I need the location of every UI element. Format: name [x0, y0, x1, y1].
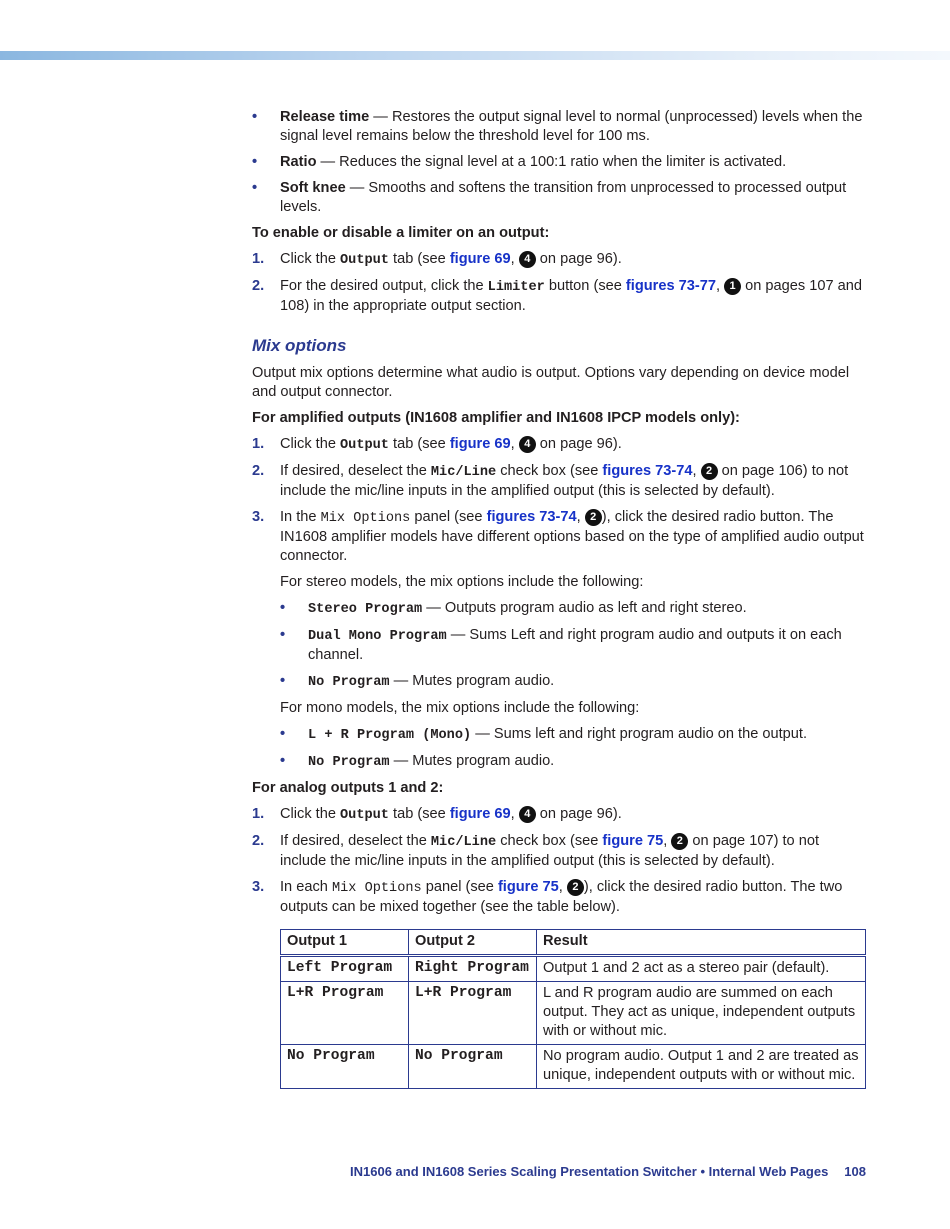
option-description: — Sums left and right program audio on the output. [471, 726, 808, 742]
option-name: No Program [308, 675, 390, 690]
step [252, 508, 868, 566]
mix-options-table [280, 929, 866, 1089]
bullet-icon: • [280, 627, 286, 643]
amplified-steps [252, 435, 868, 566]
table-cell: Left Program [281, 956, 409, 982]
step-text: ), click the desired radio button. The two outputs can be mixed together (see the table below). [280, 879, 843, 915]
step-text: tab (see [388, 806, 450, 822]
table-cell: No program audio. Output 1 and 2 are treated as unique, independent outputs with or without mic. [537, 1045, 866, 1089]
table-row [281, 982, 866, 1045]
stereo-options-list [280, 599, 868, 692]
step-number: 3. [252, 509, 265, 525]
list-item [280, 752, 868, 772]
step-text: panel (see [421, 879, 498, 895]
step-number: 1. [252, 806, 265, 822]
step-number: 2. [252, 463, 265, 479]
page-number: 108 [844, 1164, 866, 1179]
header-gradient-bar [0, 51, 950, 60]
section-title: Mix options [252, 336, 347, 355]
term: Ratio [280, 154, 317, 170]
column-header: Output 2 [409, 930, 537, 956]
ui-term: Mic/Line [430, 465, 497, 480]
bullet-icon: • [280, 753, 286, 769]
step-text: For the desired output, click the [280, 278, 488, 294]
list-item [280, 672, 868, 692]
figure-link[interactable]: figure 75 [497, 879, 559, 895]
table-cell: L+R Program [409, 982, 537, 1045]
ui-term: Mix Options [320, 511, 411, 526]
table-cell: Output 1 and 2 act as a stereo pair (default). [537, 956, 866, 982]
table-cell: Right Program [409, 956, 537, 982]
table-cell: No Program [281, 1045, 409, 1089]
bullet-icon: • [280, 600, 286, 616]
callout-number-icon: 2 [701, 463, 718, 480]
ui-term: Mic/Line [430, 835, 497, 850]
bullet-icon: • [252, 180, 258, 196]
callout-number-icon: 2 [585, 509, 602, 526]
ui-term: Output [340, 438, 389, 453]
step [252, 462, 868, 501]
list-item [280, 599, 868, 619]
step-text: check box (see [496, 463, 603, 479]
list-item [252, 153, 868, 172]
option-name: Dual Mono Program [308, 629, 447, 644]
option-description: — Mutes program audio. [389, 673, 555, 689]
table-row [281, 956, 866, 982]
step [252, 805, 868, 825]
ui-term: Output [340, 808, 389, 823]
step [252, 832, 868, 871]
figure-link[interactable]: figures 73-74 [602, 463, 693, 479]
table-row [281, 1045, 866, 1089]
step-text: on page 106) to not include the mic/line inputs in the amplified output (this is selected by default). [280, 463, 849, 499]
step-number: 3. [252, 879, 265, 895]
bullet-icon: • [252, 154, 258, 170]
step-text: tab (see [388, 436, 450, 452]
step [252, 277, 868, 316]
step [252, 250, 868, 270]
callout-number-icon: 4 [519, 806, 536, 823]
table-cell: L+R Program [281, 982, 409, 1045]
limiter-parameter-list [252, 108, 868, 217]
callout-number-icon: 2 [671, 833, 688, 850]
step-text: on page 96). [535, 806, 622, 822]
option-name: No Program [308, 755, 390, 770]
ui-term: Limiter [487, 280, 545, 295]
bullet-icon: • [280, 726, 286, 742]
step-number: 2. [252, 278, 265, 294]
figure-link[interactable]: figure 69 [449, 251, 511, 267]
step-text: In the [280, 509, 321, 525]
figure-link[interactable]: figures 73-77 [625, 278, 716, 294]
callout-number-icon: 2 [567, 879, 584, 896]
mono-options-list [280, 725, 868, 772]
callout-number-icon: 4 [519, 436, 536, 453]
column-header: Result [537, 930, 866, 956]
amplified-outputs-heading: For amplified outputs (IN1608 amplifier and IN1608 IPCP models only): [252, 410, 740, 426]
step-text: panel (see [410, 509, 487, 525]
term: Soft knee [280, 180, 346, 196]
step-text: , [576, 509, 585, 525]
figure-link[interactable]: figures 73-74 [486, 509, 577, 525]
limiter-steps [252, 250, 868, 316]
table-header-row [281, 930, 866, 956]
stereo-intro: For stereo models, the mix options include the following: [280, 574, 644, 590]
list-item [252, 108, 868, 146]
option-name: Stereo Program [308, 602, 423, 617]
step-text: If desired, deselect the [280, 463, 431, 479]
step-text: button (see [544, 278, 626, 294]
step-text: Click the [280, 436, 341, 452]
list-item [280, 725, 868, 745]
step-number: 2. [252, 833, 265, 849]
analog-outputs-heading: For analog outputs 1 and 2: [252, 780, 444, 796]
step-text: , [510, 251, 519, 267]
list-item [252, 179, 868, 217]
figure-link[interactable]: figure 69 [449, 436, 511, 452]
description: — Smooths and softens the transition from unprocessed to processed output levels. [280, 180, 847, 215]
step [252, 435, 868, 455]
term: Release time [280, 109, 370, 125]
table-cell: No Program [409, 1045, 537, 1089]
section-intro: Output mix options determine what audio is output. Options vary depending on device model and output connector. [252, 365, 850, 400]
option-description: — Mutes program audio. [389, 753, 555, 769]
page-footer [350, 1162, 866, 1181]
step [252, 878, 868, 917]
page-content [252, 108, 868, 1089]
step-text: on pages 107 and 108) in the appropriate output section. [280, 278, 862, 314]
bullet-icon: • [252, 109, 258, 125]
description: — Reduces the signal level at a 100:1 ratio when the limiter is activated. [316, 154, 787, 170]
step-text: , [558, 879, 567, 895]
step-number: 1. [252, 251, 265, 267]
step-text: ), click the desired radio button. The IN1608 amplifier models have different options based on the type of amplified audio output connector. [280, 509, 864, 564]
step-number: 1. [252, 436, 265, 452]
figure-link[interactable]: figure 75 [602, 833, 664, 849]
step-text: , [715, 278, 725, 294]
bullet-icon: • [280, 673, 286, 689]
option-name: L + R Program (Mono) [308, 728, 472, 743]
mono-intro: For mono models, the mix options include the following: [280, 700, 640, 716]
step-text: In each [280, 879, 332, 895]
column-header: Output 1 [281, 930, 409, 956]
step-text: check box (see [496, 833, 603, 849]
step-text: Click the [280, 251, 341, 267]
figure-link[interactable]: figure 69 [449, 806, 511, 822]
callout-number-icon: 4 [519, 251, 536, 268]
option-description: — Outputs program audio as left and right stereo. [422, 600, 747, 616]
step-text: Click the [280, 806, 341, 822]
analog-steps [252, 805, 868, 917]
description: — Restores the output signal level to normal (unprocessed) levels when the signal level remains below the threshold level for 100 ms. [280, 109, 863, 144]
step-text: on page 96). [535, 436, 622, 452]
limiter-procedure-heading: To enable or disable a limiter on an output: [252, 225, 550, 241]
step-text: , [663, 833, 672, 849]
step-text: on page 96). [535, 251, 622, 267]
step-text: tab (see [388, 251, 450, 267]
option-description: — Sums Left and right program audio and outputs it on each channel. [308, 627, 842, 663]
footer-title: IN1606 and IN1608 Series Scaling Presentation Switcher • Internal Web Pages [350, 1164, 829, 1179]
ui-term: Output [340, 253, 389, 268]
table-cell: L and R program audio are summed on each output. They act as unique, independent outputs with or without mic. [537, 982, 866, 1045]
step-text: , [510, 806, 519, 822]
callout-number-icon: 1 [724, 278, 741, 295]
step-text: on page 107) to not include the mic/line inputs in the amplified output (this is selected by default). [280, 833, 819, 869]
step-text: , [510, 436, 519, 452]
step-text: , [692, 463, 701, 479]
step-text: If desired, deselect the [280, 833, 431, 849]
stereo-options-block [280, 573, 868, 772]
list-item [280, 626, 868, 665]
ui-term: Mix Options [331, 881, 422, 896]
